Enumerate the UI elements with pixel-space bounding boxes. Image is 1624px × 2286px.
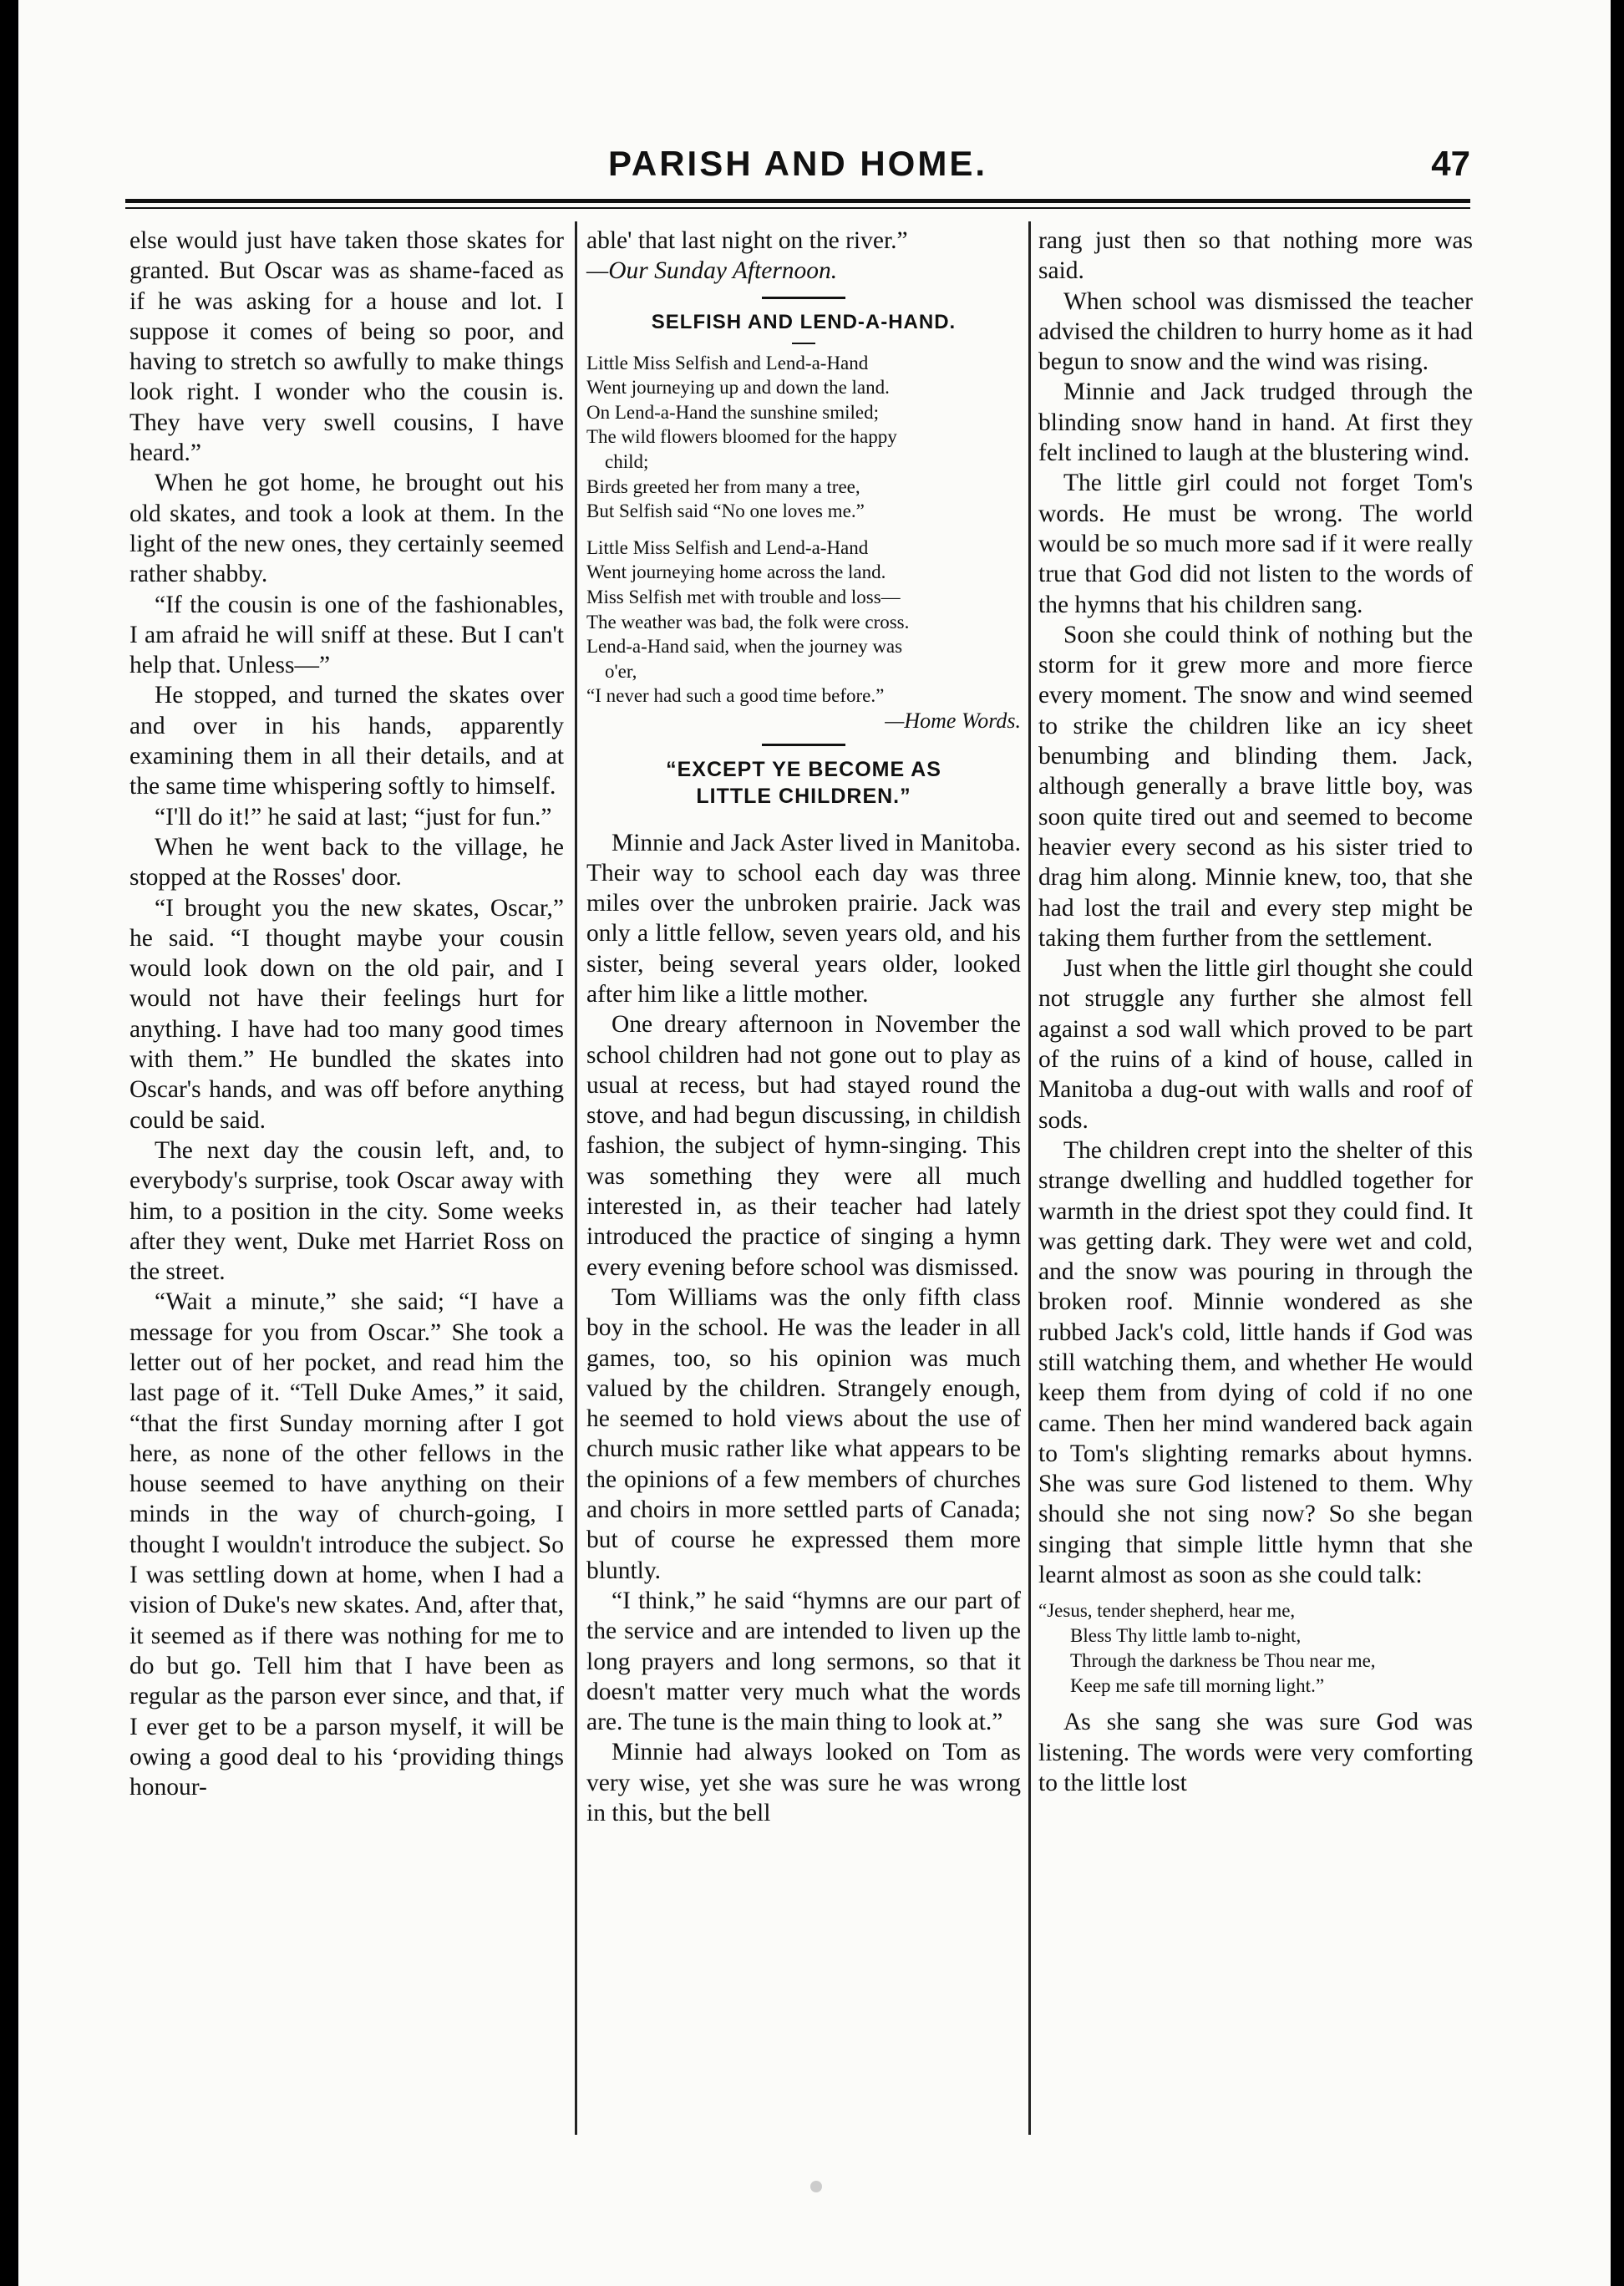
poem [586,351,1021,734]
column-divider-left [575,221,577,2135]
paragraph: rang just then so that nothing more was said. [1038,227,1473,285]
section-separator [762,744,845,746]
paragraph: As she sang she was sure God was listening. The words were very comforting to the little lost [1038,1709,1473,1796]
paragraph: He stopped, and turned the skates over and over in his hands, apparently examining them in all their details, and at the same time whispering softly to himself. [129,682,564,800]
poem-stanza [586,351,1021,524]
column-left [129,226,564,1802]
paragraph: Minnie and Jack Aster lived in Manitoba. Their way to school each day was three miles over the unbroken prairie. Jack was only a little fellow, seven years old, and his sister, being several years older, looked after him like a little mother. [586,829,1021,1008]
poem-line: Went journeying up and down the land. [586,377,890,399]
poem-line: The weather was bad, the folk were cross. [586,611,910,632]
running-header [125,144,1470,194]
column-right [1038,226,1473,1798]
poem-heading: SELFISH AND LEND-A-HAND. [651,310,957,333]
header-rule-thick [125,199,1470,203]
poem-line: Miss Selfish met with trouble and loss— [586,586,901,607]
paragraph: “Wait a minute,” she said; “I have a message for you from Oscar.” She took a letter out of her pocket, and read him the last page of it. “Tell Duke Ames,” it said, “that the first Sunday morning after I got here, as none of the other fellows in the house seemed to have anything on their minds in the way of church-going, I thought I wouldn't introduce the subject. So I was settling down at home, when I had a vision of Duke's new skates. And, after that, it seemed as if there was nothing for me to do but go. Tell him that I have been as regular as the parson ever since, and that, if I ever get to be a parson myself, it will be owing a good deal to his ‘providing things honour- [129,1288,564,1801]
paragraph: Minnie and Jack trudged through the blinding snow hand in hand. At first they felt inclined to laugh at the blustering wind. [1038,378,1473,467]
paragraph: When he got home, he brought out his old skates, and took a look at them. In the light of the new ones, they certainly seemed rather shabby. [129,470,564,588]
paragraph: Tom Williams was the only fifth class boy in the school. He was the leader in all games, too, so his opinion was much valued by the children. Strangely enough, he seemed to hold views about the use of church music rather like what appears to be the opinions of a few members of churches and choirs in more settled parts of Canada; but of course he expressed them more bluntly. [586,1283,1021,1584]
paragraph: One dreary afternoon in November the school children had not gone out to play as usual at recess, but had stayed round the stove, and had begun discussing, in childish fashion, the subject of hymn-singing. This was something they were all much interested in, as their teacher had lately introduced the practice of singing a hymn every evening before school was dismissed. [586,1011,1021,1281]
paper-speck [810,2181,822,2192]
poem-line: o'er, [605,660,637,682]
paragraph: The children crept into the shelter of this strange dwelling and huddled together for warmth in the driest spot they could find. It was getting dark. They were wet and cold, and the snow was pouring in through the broken roof. Minnie wondered as she rubbed Jack's cold, little hands if God was still watching them, and whether He would keep them from dying of cold if no one came. Then her mind wandered back again to Tom's slighting remarks about hymns. She was sure God listened to them. Why should she not sing now? So she began singing that simple little hymn that she learnt almost as soon as she could talk: [1038,1136,1473,1589]
paragraph: Soon she could think of nothing but the storm for it grew more and more fierce every moment. The snow and wind seemed to strike the children like an icy sheet benumbing and blinding them. Jack, although generally a brave little boy, was soon quite tired out and seemed to become heavier every second as his sister tried to drag him along. Minnie knew, too, that she had lost the trail and every step might be taking them further from the settlement. [1038,621,1473,952]
hymn-line: Bless Thy little lamb to-night, [1070,1625,1302,1647]
column-middle [586,226,1021,1828]
hymn-line: Through the darkness be Thou near me, [1070,1650,1376,1672]
hymn-line: Keep me safe till morning light.” [1070,1675,1325,1697]
poem-line: But Selfish said “No one loves me.” [586,500,865,522]
poem-line: child; [605,450,649,472]
page-number: 47 [1431,144,1470,183]
story-heading-line: “EXCEPT YE BECOME AS [666,757,941,781]
heading-dash [792,343,815,344]
paragraph: “I brought you the new skates, Oscar,” he said. “I thought maybe your cousin would look down on the old pair, and I would not have their feelings hurt for anything. I have had too many good times with them.” He bundled the skates into Oscar's hands, and was off before anything could be said. [129,894,564,1134]
poem-line: Little Miss Selfish and Lend-a-Hand [586,536,869,558]
section-separator [762,297,845,299]
paragraph: The little girl could not forget Tom's words. He must be wrong. The world would be so much more sad if it were really true that God did not listen to the words of the hymns that his children sang. [1038,470,1473,618]
publication-title: PARISH AND HOME. [607,144,987,183]
source-credit: —Our Sunday Afternoon. [586,257,838,285]
poem-line: The wild flowers bloomed for the happy [586,426,897,448]
scan-edge-right [1611,0,1624,2286]
paragraph: able' that last night on the river.” [586,227,908,254]
poem-stanza [586,536,1021,709]
paragraph: “I think,” he said “hymns are our part of the service and are intended to liven up the long prayers and long sermons, so that it doesn't matter very much what the words are. The tune is the main thing to look at.” [586,1587,1021,1736]
poem-line: Birds greeted her from many a tree, [586,475,860,497]
paragraph: The next day the cousin left, and, to everybody's surprise, took Oscar away with him, to a position in the city. Some weeks after they went, Duke met Harriet Ross on the street. [129,1136,564,1286]
scan-edge-left [0,0,18,2286]
paragraph: “If the cousin is one of the fashionables, I am afraid he will sniff at these. But I can't help that. Unless—” [129,591,564,679]
source-credit: —Home Words. [885,708,1021,733]
poem-line: Lend-a-Hand said, when the journey was [586,636,903,658]
paragraph: else would just have taken those skates for granted. But Oscar was as shame-faced as if he was asking for a house and lot. I suppose it comes of being so poor, and having to stretch so awfully to make things look right. I wonder who the cousin is. They have very swell cousins, I have heard.” [129,227,564,467]
story-heading-line: LITTLE CHILDREN.” [696,784,911,808]
paragraph: Minnie had always looked on Tom as very wise, yet she was sure he was wrong in this, but the bell [586,1739,1021,1826]
poem-line: Went journeying home across the land. [586,561,886,583]
poem-line: “I never had such a good time before.” [586,685,885,707]
paragraph: When school was dismissed the teacher advised the children to hurry home as it had begun to snow and the wind was rising. [1038,287,1473,376]
paragraph: Just when the little girl thought she could not struggle any further she almost fell against a sod wall which proved to be part of the ruins of a kind of house, called in Manitoba a dug-out with walls and roof of sods. [1038,955,1473,1134]
header-rule-thin [125,207,1470,209]
hymn-line: “Jesus, tender shepherd, hear me, [1038,1600,1296,1622]
hymn-verse [1038,1598,1473,1699]
poem-line: Little Miss Selfish and Lend-a-Hand [586,352,869,373]
poem-line: On Lend-a-Hand the sunshine smiled; [586,401,880,423]
paragraph: “I'll do it!” he said at last; “just for fun.” [155,803,552,831]
column-divider-right [1028,221,1031,2135]
paragraph: When he went back to the village, he stopped at the Rosses' door. [129,833,564,892]
